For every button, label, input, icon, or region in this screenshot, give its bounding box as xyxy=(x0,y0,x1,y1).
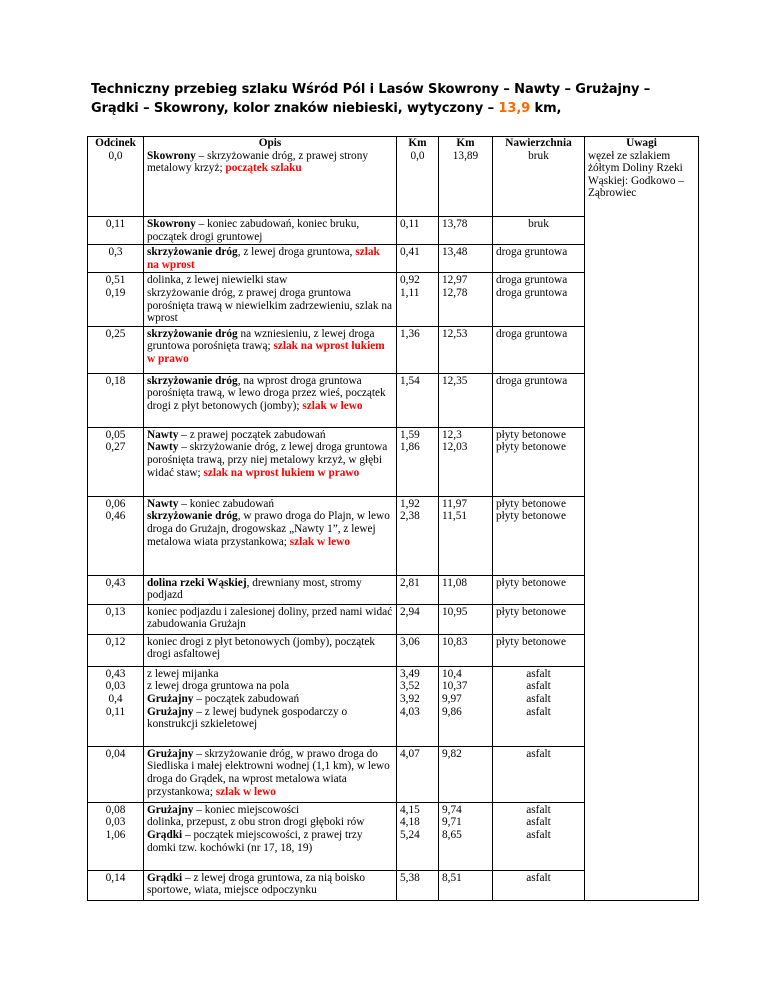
odcinek-cell: 0,51 0,19 xyxy=(88,273,144,326)
opis-cell: z lewej mijanka z lewej droga gruntowa na pola Grużajny – początek zabudowań Grużajny – z lewej budynek gospodarczy o konstrukcji szkieletowej xyxy=(144,666,397,746)
table-row xyxy=(88,870,699,900)
nawierzchnia-cell: asfalt xyxy=(493,746,585,802)
odcinek-cell: 0,05 0,27 xyxy=(88,427,144,496)
uwagi-cell xyxy=(585,373,699,427)
km-cell: 0,41 xyxy=(397,245,439,273)
trail-table xyxy=(87,136,699,901)
col-opis: Opis Skowrony – skrzyżowanie dróg, z prawej strony metalowy krzyż; początek szlaku xyxy=(144,137,397,217)
km-cell: 1,59 1,86 xyxy=(397,427,439,496)
nawierzchnia-cell: droga gruntowa droga gruntowa xyxy=(493,273,585,326)
page-title: Techniczny przebieg szlaku Wśród Pól i Lasów Skowrony – Nawty – Grużajny – Grądki – Skowrony, kolor znaków niebieski, wytyczony – 13,9 km, xyxy=(91,82,651,116)
nawierzchnia-cell: droga gruntowa xyxy=(493,373,585,427)
table-row xyxy=(88,373,699,427)
nawierzchnia-cell: płyty betonowe xyxy=(493,634,585,666)
odcinek-cell: 0,08 0,03 1,06 xyxy=(88,802,144,870)
table-row xyxy=(88,802,699,870)
km-cell: 0,92 1,11 xyxy=(397,273,439,326)
odcinek-cell: 0,43 0,03 0,4 0,11 xyxy=(88,666,144,746)
km-remaining-cell: 11,97 11,51 xyxy=(439,496,493,575)
uwagi-cell xyxy=(585,666,699,746)
odcinek-cell: 0,04 xyxy=(88,746,144,802)
table-row xyxy=(88,634,699,666)
nawierzchnia-cell: bruk xyxy=(493,217,585,245)
uwagi-cell xyxy=(585,634,699,666)
uwagi-cell xyxy=(585,575,699,604)
km-cell: 3,06 xyxy=(397,634,439,666)
odcinek-cell: 0,14 xyxy=(88,870,144,900)
uwagi-cell xyxy=(585,245,699,273)
col-km1: Km 0,0 xyxy=(397,137,439,217)
opis-cell: skrzyżowanie dróg, z lewej droga gruntowa, szlak na wprost xyxy=(144,245,397,273)
table-row xyxy=(88,496,699,575)
odcinek-cell: 0,13 xyxy=(88,604,144,634)
col-uwagi: Uwagi węzeł ze szlakiem żółtym Doliny Rzeki Wąskiej: Godkowo – Ząbrowiec xyxy=(585,137,699,217)
nawierzchnia-cell: asfalt asfalt asfalt asfalt xyxy=(493,666,585,746)
odcinek-cell: 0,43 xyxy=(88,575,144,604)
km-remaining-cell: 10,4 10,37 9,97 9,86 xyxy=(439,666,493,746)
opis-cell: Skowrony – koniec zabudowań, koniec bruku, początek drogi gruntowej xyxy=(144,217,397,245)
odcinek-cell: 0,25 xyxy=(88,326,144,373)
km-cell: 2,94 xyxy=(397,604,439,634)
uwagi-cell xyxy=(585,427,699,496)
km-cell: 4,15 4,18 5,24 xyxy=(397,802,439,870)
uwagi-cell xyxy=(585,273,699,326)
km-remaining-cell: 11,08 xyxy=(439,575,493,604)
km-cell: 1,54 xyxy=(397,373,439,427)
table-row xyxy=(88,575,699,604)
km-remaining-cell: 13,48 xyxy=(439,245,493,273)
km-cell: 0,11 xyxy=(397,217,439,245)
uwagi-cell xyxy=(585,326,699,373)
km-remaining-cell: 9,74 9,71 8,65 xyxy=(439,802,493,870)
km-cell: 1,36 xyxy=(397,326,439,373)
uwagi-cell xyxy=(585,746,699,802)
table-row xyxy=(88,666,699,746)
trail-length: 13,9 xyxy=(498,101,531,116)
uwagi-cell xyxy=(585,496,699,575)
table-row xyxy=(88,245,699,273)
header-row xyxy=(88,137,699,217)
km-remaining-cell: 10,83 xyxy=(439,634,493,666)
odcinek-cell: 0,18 xyxy=(88,373,144,427)
km-remaining-cell: 13,78 xyxy=(439,217,493,245)
km-cell: 3,49 3,52 3,92 4,03 xyxy=(397,666,439,746)
opis-cell: dolina rzeki Wąskiej, drewniany most, stromy podjazd xyxy=(144,575,397,604)
km-remaining-cell: 12,97 12,78 xyxy=(439,273,493,326)
opis-cell: Grużajny – skrzyżowanie dróg, w prawo droga do Siedliska i małej elektrowni wodnej (1,1 km), w lewo droga do Grądek, na wprost metalowa wiata przystankowa; szlak w lewo xyxy=(144,746,397,802)
opis-cell: Nawty – z prawej początek zabudowań Nawty – skrzyżowanie dróg, z lewej droga gruntowa porośnięta trawą, przy niej metalowy krzyż, w głębi widać staw; szlak na wprost łukiem w prawo xyxy=(144,427,397,496)
col-km2: Km 13,89 xyxy=(439,137,493,217)
table-row xyxy=(88,273,699,326)
opis-cell: Grądki – z lewej droga gruntowa, za nią boisko sportowe, wiata, miejsce odpoczynku xyxy=(144,870,397,900)
opis-cell: Grużajny – koniec miejscowości dolinka, przepust, z obu stron drogi głęboki rów Grądki – początek miejscowości, z prawej trzy domki tzw. kochówki (nr 17, 18, 19) xyxy=(144,802,397,870)
uwagi-cell xyxy=(585,802,699,870)
odcinek-cell: 0,12 xyxy=(88,634,144,666)
km-cell: 4,07 xyxy=(397,746,439,802)
km-remaining-cell: 10,95 xyxy=(439,604,493,634)
km-cell: 1,92 2,38 xyxy=(397,496,439,575)
opis-cell: koniec podjazdu i zalesionej doliny, przed nami widać zabudowania Grużajn xyxy=(144,604,397,634)
odcinek-cell: 0,11 xyxy=(88,217,144,245)
odcinek-cell: 0,06 0,46 xyxy=(88,496,144,575)
col-odcinek: Odcinek 0,0 xyxy=(88,137,144,217)
nawierzchnia-cell: płyty betonowe xyxy=(493,575,585,604)
km-cell: 5,38 xyxy=(397,870,439,900)
nawierzchnia-cell: droga gruntowa xyxy=(493,245,585,273)
km-remaining-cell: 9,82 xyxy=(439,746,493,802)
opis-cell: Nawty – koniec zabudowań skrzyżowanie dróg, w prawo droga do Plajn, w lewo droga do Grużajn, drogowskaz „Nawty 1”, z lewej metalowa wiata przystankowa; szlak w lewo xyxy=(144,496,397,575)
odcinek-cell: 0,3 xyxy=(88,245,144,273)
uwagi-cell xyxy=(585,604,699,634)
nawierzchnia-cell: płyty betonowe xyxy=(493,604,585,634)
km-remaining-cell: 12,35 xyxy=(439,373,493,427)
opis-cell: dolinka, z lewej niewielki staw skrzyżowanie dróg, z prawej droga gruntowa porośnięta trawą w niewielkim zadrzewieniu, szlak na wprost xyxy=(144,273,397,326)
table-row xyxy=(88,217,699,245)
opis-cell: koniec drogi z płyt betonowych (jomby), początek drogi asfaltowej xyxy=(144,634,397,666)
km-remaining-cell: 12,3 12,03 xyxy=(439,427,493,496)
table-row xyxy=(88,746,699,802)
uwagi-cell xyxy=(585,217,699,245)
km-remaining-cell: 12,53 xyxy=(439,326,493,373)
km-remaining-cell: 8,51 xyxy=(439,870,493,900)
nawierzchnia-cell: asfalt xyxy=(493,870,585,900)
km-cell: 2,81 xyxy=(397,575,439,604)
nawierzchnia-cell: droga gruntowa xyxy=(493,326,585,373)
nawierzchnia-cell: płyty betonowe płyty betonowe xyxy=(493,496,585,575)
opis-cell: skrzyżowanie dróg na wzniesieniu, z lewej droga gruntowa porośnięta trawą; szlak na wprost łukiem w prawo xyxy=(144,326,397,373)
table-row xyxy=(88,326,699,373)
table-row xyxy=(88,427,699,496)
nawierzchnia-cell: asfalt asfalt asfalt xyxy=(493,802,585,870)
nawierzchnia-cell: płyty betonowe płyty betonowe xyxy=(493,427,585,496)
table-row xyxy=(88,604,699,634)
uwagi-cell xyxy=(585,870,699,900)
col-nawierzchnia: Nawierzchnia bruk xyxy=(493,137,585,217)
opis-cell: skrzyżowanie dróg, na wprost droga gruntowa porośnięta trawą, w lewo droga przez wieś, początek drogi z płyt betonowych (jomby); szlak w lewo xyxy=(144,373,397,427)
